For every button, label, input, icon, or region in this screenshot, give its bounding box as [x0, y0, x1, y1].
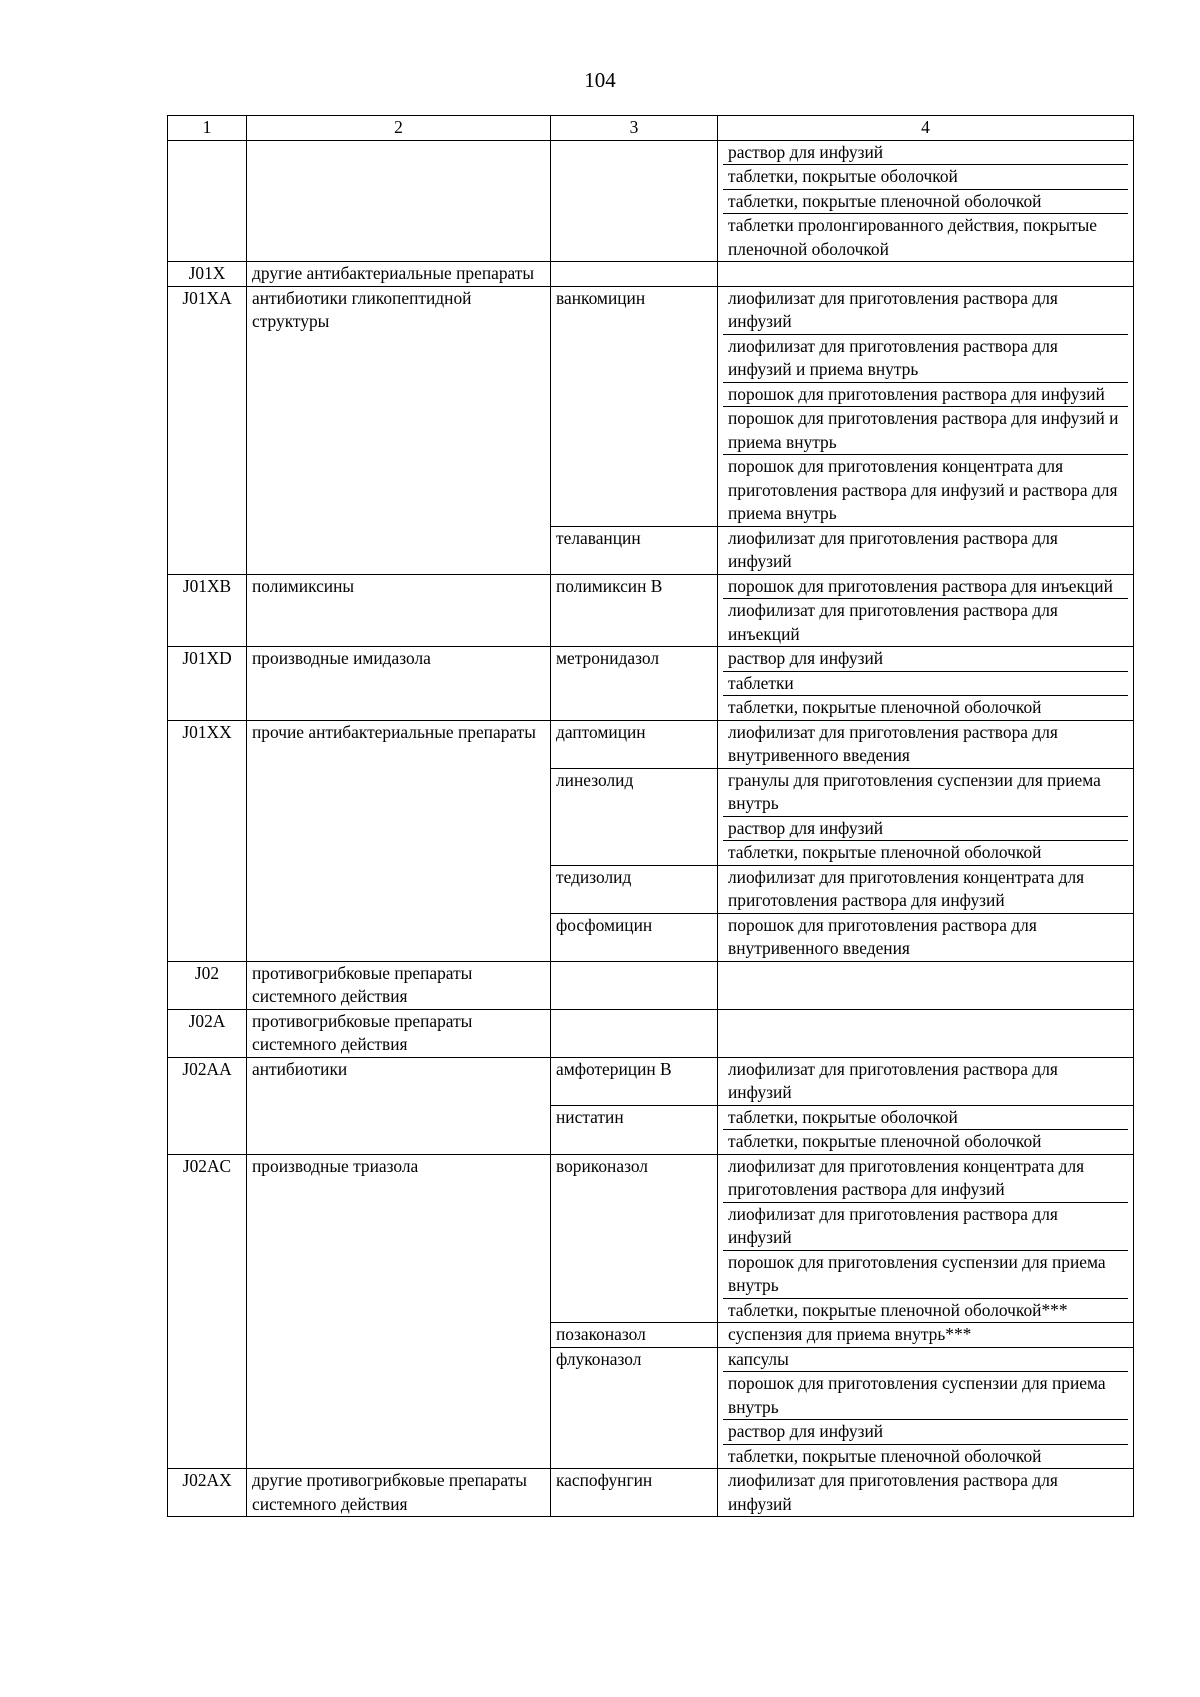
atc-code-cell: J02 [168, 961, 247, 1009]
dosage-forms-cell [718, 1057, 1134, 1105]
table-row [168, 1469, 1134, 1517]
table-row [168, 1154, 1134, 1323]
atc-code-cell: J01XX [168, 720, 247, 961]
dosage-forms-cell [718, 647, 1134, 721]
dosage-forms-cell [718, 574, 1134, 647]
group-name-cell: противогрибковые препараты системного действия [247, 961, 551, 1009]
drug-name-cell: тедизолид [551, 865, 718, 913]
dosage-form-item: таблетки, покрытые пленочной оболочкой [723, 695, 1128, 720]
header-row [168, 116, 1134, 141]
table-row [168, 961, 1134, 1009]
dosage-form-item: порошок для приготовления концентрата для приготовления раствора для инфузий и раствора для приема внутрь [723, 454, 1128, 526]
dosage-forms-cell [718, 1009, 1134, 1057]
dosage-form-item: порошок для приготовления раствора для инфузий [723, 382, 1128, 407]
dosage-forms-cell [718, 1323, 1134, 1348]
column-header: 3 [551, 116, 718, 141]
dosage-form-item: лиофилизат для приготовления раствора для инъекций [723, 598, 1128, 646]
drug-name-cell: вориконазол [551, 1154, 718, 1323]
atc-code-cell: J01XD [168, 647, 247, 721]
dosage-form-item: лиофилизат для приготовления концентрата для приготовления раствора для инфузий [728, 1155, 1085, 1199]
dosage-form-item: таблетки, покрытые пленочной оболочкой*** [723, 1298, 1128, 1323]
dosage-form-item: таблетки, покрытые оболочкой [723, 164, 1128, 189]
drug-name-cell: даптомицин [551, 720, 718, 768]
group-name-cell: другие противогрибковые препараты системного действия [247, 1469, 551, 1517]
column-header: 4 [718, 116, 1134, 141]
table-row [168, 262, 1134, 287]
page-number: 104 [584, 68, 616, 92]
dosage-forms-cell [718, 865, 1134, 913]
atc-code-cell: J02AC [168, 1154, 247, 1469]
table-row [168, 574, 1134, 647]
dosage-form-item: таблетки [723, 671, 1128, 696]
drug-name-cell [551, 262, 718, 287]
dosage-form-item: таблетки, покрытые оболочкой [728, 1106, 958, 1127]
group-name-cell: противогрибковые препараты системного действия [247, 1009, 551, 1057]
dosage-form-item: таблетки, покрытые пленочной оболочкой [723, 1444, 1128, 1469]
dosage-forms-cell [718, 526, 1134, 574]
table-row [168, 140, 1134, 262]
drug-name-cell: фосфомицин [551, 913, 718, 961]
drug-name-cell: позаконазол [551, 1323, 718, 1348]
drug-name-cell: телаванцин [551, 526, 718, 574]
drug-name-cell: каспофунгин [551, 1469, 718, 1517]
column-header: 2 [247, 116, 551, 141]
atc-code-cell: J01X [168, 262, 247, 287]
dosage-forms-cell [718, 720, 1134, 768]
dosage-form-item: таблетки, покрытые пленочной оболочкой [723, 1129, 1128, 1154]
dosage-forms-cell [718, 140, 1134, 262]
dosage-form-item: лиофилизат для приготовления раствора для инфузий [728, 1470, 1058, 1514]
dosage-form-item: лиофилизат для приготовления раствора для инфузий [728, 1058, 1058, 1102]
dosage-forms-cell [718, 262, 1134, 287]
dosage-form-item: раствор для инфузий [723, 1419, 1128, 1444]
drug-name-cell [551, 1009, 718, 1057]
dosage-form-item: суспензия для приема внутрь*** [728, 1324, 972, 1344]
drug-name-cell: флуконазол [551, 1347, 718, 1469]
dosage-forms-cell [718, 1347, 1134, 1469]
drug-name-cell [551, 961, 718, 1009]
dosage-form-item: таблетки, покрытые пленочной оболочкой [723, 840, 1128, 865]
group-name-cell: производные триазола [247, 1154, 551, 1469]
dosage-form-item: таблетки пролонгированного действия, покрытые пленочной оболочкой [723, 213, 1128, 261]
atc-code-cell [168, 140, 247, 262]
drug-name-cell: ванкомицин [551, 286, 718, 526]
group-name-cell: антибиотики [247, 1057, 551, 1154]
atc-code-cell: J02A [168, 1009, 247, 1057]
table-row [168, 286, 1134, 526]
dosage-form-item: капсулы [728, 1348, 789, 1369]
dosage-form-item: лиофилизат для приготовления раствора для инфузий [723, 1202, 1128, 1250]
dosage-form-item: лиофилизат для приготовления раствора для инфузий [728, 287, 1058, 331]
group-name-cell: производные имидазола [247, 647, 551, 721]
dosage-form-item: раствор для инфузий [728, 141, 884, 162]
dosage-forms-cell [718, 1105, 1134, 1154]
table-row [168, 720, 1134, 768]
dosage-form-item: лиофилизат для приготовления раствора для инфузий и приема внутрь [723, 334, 1128, 382]
drug-name-cell: линезолид [551, 768, 718, 865]
table-row [168, 1009, 1134, 1057]
table-row [168, 1057, 1134, 1105]
atc-code-cell: J01XB [168, 574, 247, 647]
drug-name-cell: амфотерицин В [551, 1057, 718, 1105]
atc-code-cell: J02AX [168, 1469, 247, 1517]
drug-name-cell [551, 140, 718, 262]
dosage-forms-cell [718, 286, 1134, 526]
drug-name-cell: нистатин [551, 1105, 718, 1154]
dosage-forms-cell [718, 768, 1134, 865]
dosage-form-item: лиофилизат для приготовления концентрата для приготовления раствора для инфузий [728, 866, 1085, 910]
drug-name-cell: метронидазол [551, 647, 718, 721]
dosage-form-item: лиофилизат для приготовления раствора для инфузий [728, 527, 1058, 571]
dosage-form-item: порошок для приготовления суспензии для приема внутрь [723, 1371, 1128, 1419]
dosage-form-item: раствор для инфузий [728, 648, 884, 668]
group-name-cell: прочие антибактериальные препараты [247, 720, 551, 961]
dosage-forms-cell [718, 1469, 1134, 1517]
group-name-cell [247, 140, 551, 262]
drug-name-cell: полимиксин В [551, 574, 718, 647]
dosage-form-item: таблетки, покрытые пленочной оболочкой [723, 189, 1128, 214]
dosage-form-item: порошок для приготовления суспензии для приема внутрь [723, 1250, 1128, 1298]
group-name-cell: антибиотики гликопептидной структуры [247, 286, 551, 574]
dosage-forms-cell [718, 961, 1134, 1009]
dosage-form-item: раствор для инфузий [723, 816, 1128, 841]
dosage-forms-cell [718, 1154, 1134, 1323]
group-name-cell: другие антибактериальные препараты [247, 262, 551, 287]
dosage-form-item: гранулы для приготовления суспензии для приема внутрь [728, 769, 1101, 813]
dosage-form-item: порошок для приготовления раствора для внутривенного введения [728, 914, 1037, 958]
column-header: 1 [168, 116, 247, 141]
dosage-form-item: порошок для приготовления раствора для инфузий и приема внутрь [723, 406, 1128, 454]
dosage-form-item: порошок для приготовления раствора для инъекций [728, 575, 1113, 596]
drug-list-table [167, 115, 1134, 1517]
dosage-form-item: лиофилизат для приготовления раствора для внутривенного введения [728, 721, 1058, 765]
atc-code-cell: J02AA [168, 1057, 247, 1154]
atc-code-cell: J01XA [168, 286, 247, 574]
group-name-cell: полимиксины [247, 574, 551, 647]
table-row [168, 647, 1134, 721]
dosage-forms-cell [718, 913, 1134, 961]
